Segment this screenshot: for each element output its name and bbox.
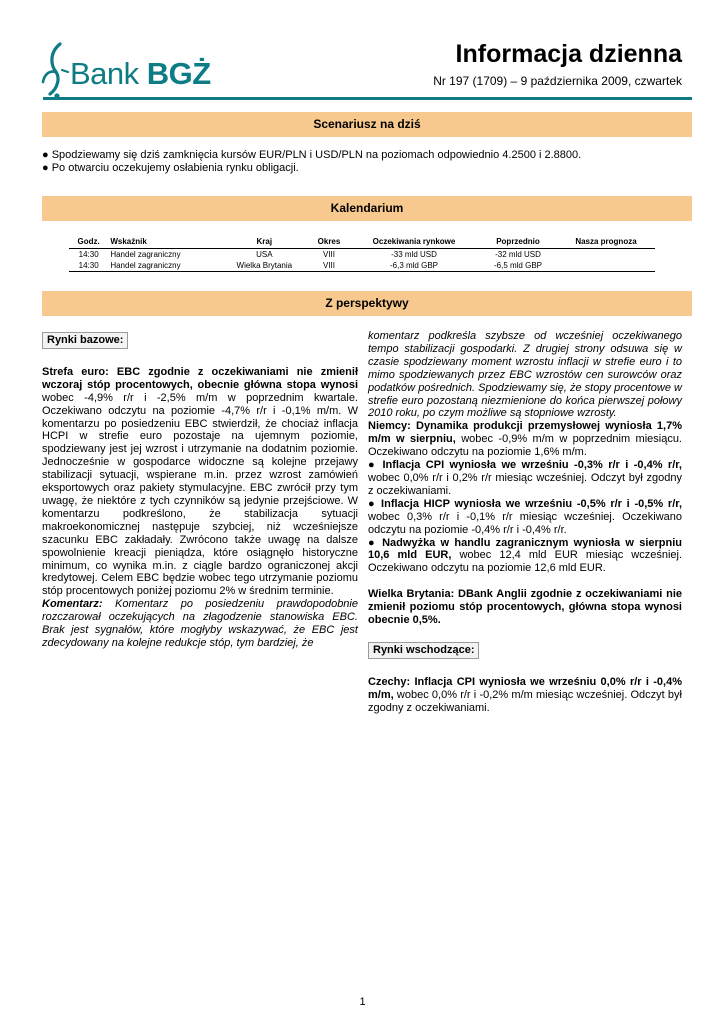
col-header: Poprzednio	[479, 236, 557, 249]
section-heading-scenario: Scenariusz na dziś	[42, 112, 692, 137]
uk-headline: Wielka Brytania: DBank Anglii zgodnie z oczekiwaniami nie zmienił poziomu stóp procentowych, główna stopa wynosi obecnie 0,5%.	[368, 588, 682, 627]
article-column-right	[368, 330, 682, 715]
dove-logo-icon	[40, 42, 70, 100]
table-cell: 14:30	[78, 250, 99, 259]
comment-label: Komentarz:	[42, 598, 103, 611]
ecb-paragraph	[42, 366, 358, 598]
germany-headline: Niemcy: Dynamika produkcji przemysłowej wyniosła 1,7% m/m w sierpniu,	[368, 420, 682, 446]
table-cell: VIII	[309, 260, 349, 272]
table-cell: USA	[256, 250, 273, 259]
table-cell: -6,5 mld GBP	[479, 260, 557, 272]
bank-logo	[40, 42, 240, 100]
page-number: 1	[359, 996, 366, 1008]
ecb-body: wobec -4,9% r/r i -2,5% m/m w poprzednim kwartale. Oczekiwano odczytu na poziomie -4,7% r/r i -0,1% m/m. W komentarzu po posiedzeniu EBC stwierdził, że chociaż inflacja HCPI w strefie euro pozostaje na ujemnym poziomie, spodziewany jest jej wzrost i utrzymanie na dodatnim poziomie. Jednocześnie w gospodarce widoczne są kolejne przejawy stabilizacji sytuacji, wspierane m.in. przez wzrost zamówień eksportowych oraz pakiety stymulacyjne. EBC zwrócił przy tym uwagę, że niektóre z tych czynników są jedynie przejściowe. W komentarzu podkreślono, że stabilizacja sytuacji makroekonomicznej następuje szybciej, niż wcześniejsze szacunku EBC zakładały. Zwrócono także uwagę na dalsze spowolnienie kreacji pieniądza, które osiągnęło historyczne minimum, co wynika m.in. z ciągle bardzo ograniczonej akcji kredytowej. Celem EBC będzie wobec tego utrzymanie poziomu stóp procentowych poniżej poziomu 2% w średnim terminie.	[42, 391, 358, 598]
table-cell: -33 mld USD	[391, 250, 437, 259]
cpi-headline: Inflacja CPI wyniosła we wrześniu -0,3% r/r i -0,4% r/r,	[382, 459, 682, 472]
table-cell: Handel zagraniczny	[108, 260, 219, 272]
table-cell: -32 mld USD	[495, 250, 541, 259]
table-cell: VIII	[322, 250, 335, 259]
col-header: Godz.	[69, 236, 108, 249]
section-heading-perspective: Z perspektywy	[42, 291, 692, 316]
col-header: Kraj	[220, 236, 309, 249]
col-header: Wskaźnik	[108, 236, 219, 249]
trade-headline: Nadwyżka w handlu zagranicznym wyniosła w sierpniu 10,6 mld EUR,	[368, 536, 682, 562]
article-column-left	[42, 330, 358, 650]
cpi-body: wobec 0,0% r/r i 0,2% r/r miesiąc wcześniej. Odczyt był zgodny z oczekiwaniami.	[368, 471, 682, 497]
hicp-paragraph: ● Inflacja HICP wyniosła we wrześniu -0,5% r/r i -0,5% r/r, wobec 0,3% r/r i -0,1% r/r miesiąc wcześniej. Oczekiwano odczytu na poziomie -0,4% r/r i -0,4% r/r.	[368, 497, 682, 536]
section-label-base-markets: Rynki bazowe:	[42, 332, 128, 349]
document-header	[40, 38, 692, 100]
col-header: Okres	[309, 236, 349, 249]
germany-body: wobec -0,9% m/m w poprzednim miesiącu. Oczekiwano odczytu na poziomie 1,6% m/m.	[368, 433, 682, 459]
comment-paragraph	[42, 598, 358, 650]
col-header: Oczekiwania rynkowe	[349, 236, 479, 249]
scenario-list	[42, 149, 692, 175]
hicp-headline: Inflacja HICP wyniosła we wrześniu -0,5% r/r i -0,5% r/r,	[381, 497, 682, 510]
czech-body: wobec 0,0% r/r i -0,2% m/m miesiąc wcześniej. Odczyt był zgodny z oczekiwaniami.	[368, 688, 682, 714]
table-cell: -6,3 mld GBP	[349, 260, 479, 272]
table-cell	[557, 249, 655, 261]
trade-paragraph: ● Nadwyżka w handlu zagranicznym wyniosła w sierpniu 10,6 mld EUR, wobec 12,4 mld EUR miesiąc wcześniej. Oczekiwano odczytu na poziomie 12,6 mld EUR.	[368, 536, 682, 575]
table-row	[69, 260, 655, 272]
uk-paragraph	[368, 588, 682, 627]
czech-headline: Czechy: Inflacja CPI wyniosła we wrześniu 0,0% r/r i -0,4% m/m,	[368, 675, 682, 701]
section-label-emerging-markets: Rynki wschodzące:	[368, 642, 479, 659]
table-row	[69, 249, 655, 261]
hicp-body: wobec 0,3% r/r i -0,1% r/r miesiąc wcześniej. Oczekiwano odczytu na poziomie -0,4% r/r i -0,4% r/r.	[368, 510, 682, 536]
ecb-headline: Strefa euro: EBC zgodnie z oczekiwaniami nie zmienił wczoraj stóp procentowych, obecnie główna stopa wynosi	[42, 365, 358, 391]
list-item: ● Po otwarciu oczekujemy osłabienia rynku obligacji.	[42, 162, 299, 174]
issue-subtitle: Nr 197 (1709) – 9 października 2009, czwartek	[433, 74, 682, 88]
table-cell: 14:30	[69, 260, 108, 272]
calendar-table	[69, 236, 655, 272]
logo-wordmark: Bank BGŻ	[70, 56, 211, 91]
trade-body: wobec 12,4 mld EUR miesiąc wcześniej. Oczekiwano odczytu na poziomie 12,6 mld EUR.	[368, 549, 682, 575]
comment-body: Komentarz po posiedzeniu prawdopodobnie rozczarował oczekujących na złagodzenie stanowiska EBC. Brak jest sygnałów, które mogłyby wskazywać, że EBC jest zdecydowany na kolejne redukcje stóp, tym bardziej, że	[42, 598, 358, 649]
col-header: Nasza prognoza	[557, 236, 655, 249]
germany-paragraph	[368, 420, 682, 459]
table-header-row	[69, 236, 655, 249]
list-item: ● Spodziewamy się dziś zamknięcia kursów EUR/PLN i USD/PLN na poziomach odpowiednio 4.2500 i 2.8800.	[42, 149, 582, 161]
table-cell: Wielka Brytania	[220, 260, 309, 272]
section-heading-calendar: Kalendarium	[42, 196, 692, 221]
comment-continuation: komentarz podkreśla szybsze od wcześniej oczekiwanego tempo stabilizacji gospodarki. Z drugiej strony odsuwa się w czasie spodziewany moment wzrostu inflacji w strefie euro i to mimo spodziewanych przez EBC wzrostów cen surowców oraz podatków pośrednich. Spodziewamy się, że stopy procentowe w strefie euro pozostaną niezmienione do końca pierwszej połowy 2010 roku, po czym możliwe są stopniowe wzrosty.	[368, 330, 682, 420]
page-title: Informacja dzienna	[455, 40, 682, 68]
table-cell	[557, 260, 655, 272]
table-cell: Handel zagraniczny	[110, 250, 181, 259]
czech-paragraph	[368, 676, 682, 715]
header-divider	[43, 97, 692, 100]
cpi-paragraph: ● Inflacja CPI wyniosła we wrześniu -0,3% r/r i -0,4% r/r, wobec 0,0% r/r i 0,2% r/r miesiąc wcześniej. Odczyt był zgodny z oczekiwaniami.	[368, 459, 682, 497]
